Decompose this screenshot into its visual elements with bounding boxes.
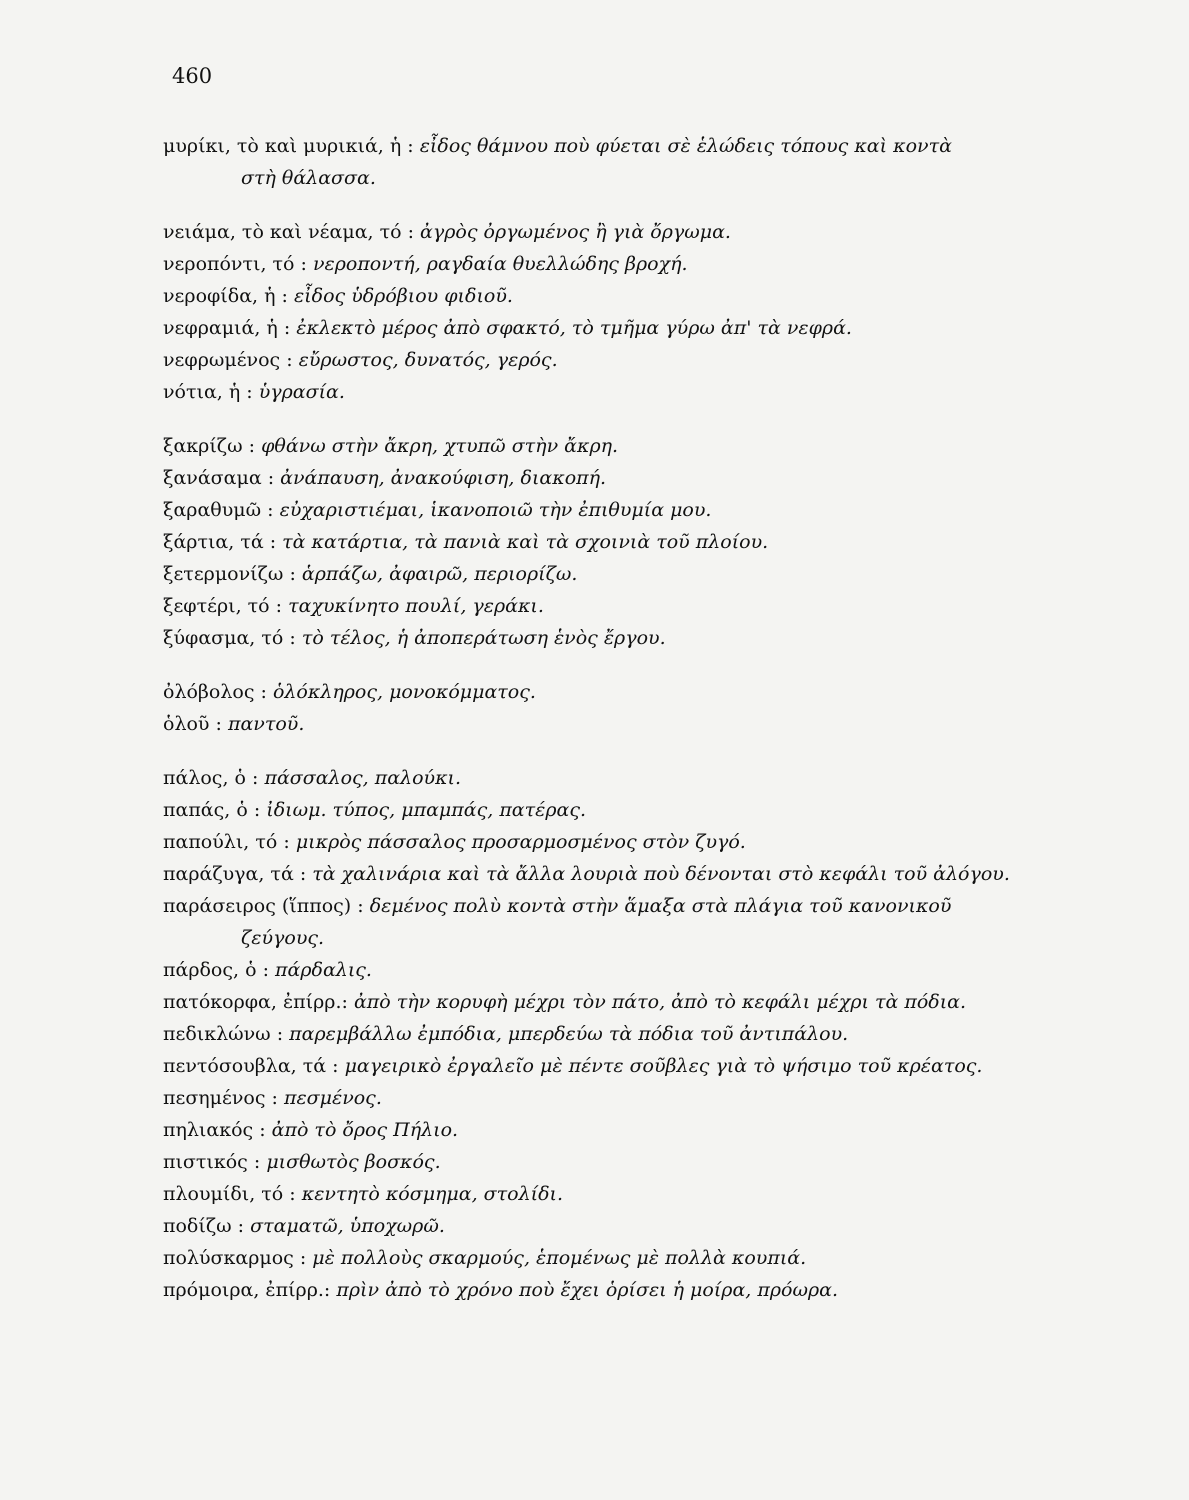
entry-term: παπούλι, τό : xyxy=(163,831,290,853)
glossary-entry xyxy=(163,1274,1123,1306)
entry-definition-continuation: στὴ θάλασσα. xyxy=(241,167,376,189)
glossary-entry xyxy=(163,590,1123,622)
entry-definition: μικρὸς πάσσαλος προσαρμοσμένος στὸν ζυγό. xyxy=(295,831,746,853)
glossary-entry xyxy=(163,376,1123,408)
glossary-entry xyxy=(163,890,1123,954)
entry-definition: δεμένος πολὺ κοντὰ στὴν ἅμαξα στὰ πλάγια τοῦ κανονικοῦ xyxy=(369,895,952,917)
entry-definition: τὰ χαλινάρια καὶ τὰ ἄλλα λουριὰ ποὺ δένονται στὸ κεφάλι τοῦ ἀλόγου. xyxy=(312,863,1010,885)
entry-term: νεφραμιά, ἡ : xyxy=(163,317,291,339)
glossary-entry xyxy=(163,826,1123,858)
entry-definition: ἀπὸ τὸ ὄρος Πήλιο. xyxy=(271,1119,459,1141)
entry-term: παράζυγα, τά : xyxy=(163,863,307,885)
entry-definition: ἀνάπαυση, ἀνακούφιση, διακοπή. xyxy=(280,467,607,489)
entry-term: πεντόσουβλα, τά : xyxy=(163,1055,339,1077)
glossary-entry xyxy=(163,494,1123,526)
group-separator xyxy=(163,194,1123,216)
entry-term: νεφρωμένος : xyxy=(163,349,293,371)
entry-term: νότια, ἡ : xyxy=(163,381,253,403)
glossary-entry xyxy=(163,1050,1123,1082)
entry-definition: μισθωτὸς βοσκός. xyxy=(266,1151,441,1173)
glossary-entry xyxy=(163,216,1123,248)
entry-term: ξάρτια, τά : xyxy=(163,531,277,553)
glossary-entry xyxy=(163,1210,1123,1242)
entry-term: πλουμίδι, τό : xyxy=(163,1183,296,1205)
entry-term: ὁλοῦ : xyxy=(163,713,222,735)
entry-term: ξακρίζω : xyxy=(163,435,256,457)
entry-definition-continuation: ζεύγους. xyxy=(241,927,325,949)
glossary-entry xyxy=(163,280,1123,312)
entry-definition: νεροποντή, ραγδαία θυελλώδης βροχή. xyxy=(312,253,688,275)
entry-term: πάλος, ὁ : xyxy=(163,767,259,789)
glossary-entry xyxy=(163,1018,1123,1050)
entry-term: νεροφίδα, ἡ : xyxy=(163,285,288,307)
glossary-entry xyxy=(163,344,1123,376)
entry-definition: φθάνω στὴν ἄκρη, χτυπῶ στὴν ἄκρη. xyxy=(261,435,619,457)
glossary-entry xyxy=(163,130,1123,194)
glossary-entry xyxy=(163,622,1123,654)
entry-term: μυρίκι, τὸ καὶ μυρικιά, ἡ : xyxy=(163,135,414,157)
entry-definition: μὲ πολλοὺς σκαρμούς, ἑπομένως μὲ πολλὰ κουπιά. xyxy=(312,1247,807,1269)
entry-definition: εἶδος θάμνου ποὺ φύεται σὲ ἑλώδεις τόπους καὶ κοντὰ xyxy=(419,135,952,157)
entry-term: πηλιακός : xyxy=(163,1119,266,1141)
entry-definition: σταματῶ, ὑποχωρῶ. xyxy=(250,1215,445,1237)
entry-definition: πρὶν ἀπὸ τὸ χρόνο ποὺ ἔχει ὁρίσει ἡ μοίρα, πρόωρα. xyxy=(336,1279,839,1301)
group-separator xyxy=(163,654,1123,676)
entry-definition: ταχυκίνητο πουλί, γεράκι. xyxy=(288,595,544,617)
glossary-entry xyxy=(163,1146,1123,1178)
entry-term: πιστικός : xyxy=(163,1151,261,1173)
entry-definition: ἐκλεκτὸ μέρος ἀπὸ σφακτό, τὸ τμῆμα γύρω ἀπ' τὰ νεφρά. xyxy=(296,317,852,339)
entry-definition: πάρδαλις. xyxy=(275,959,372,981)
entry-term: πεδικλώνω : xyxy=(163,1023,284,1045)
entry-term: ξύφασμα, τό : xyxy=(163,627,296,649)
entry-definition: κεντητὸ κόσμημα, στολίδι. xyxy=(301,1183,564,1205)
entry-term: ξετερμονίζω : xyxy=(163,563,296,585)
entry-definition: ὑγρασία. xyxy=(258,381,345,403)
glossary-entry xyxy=(163,526,1123,558)
glossary-entry xyxy=(163,954,1123,986)
entry-term: πάρδος, ὁ : xyxy=(163,959,269,981)
glossary-entry xyxy=(163,558,1123,590)
entry-term: παράσειρος (ἵππος) : xyxy=(163,895,364,917)
entry-term: νεροπόντι, τό : xyxy=(163,253,307,275)
glossary-entry xyxy=(163,312,1123,344)
entry-term: ξαραθυμῶ : xyxy=(163,499,274,521)
glossary-entry xyxy=(163,676,1123,708)
entry-definition: μαγειρικὸ ἐργαλεῖο μὲ πέντε σοῦβλες γιὰ τὸ ψήσιμο τοῦ κρέατος. xyxy=(344,1055,983,1077)
entry-term: πρόμοιρα, ἐπίρρ.: xyxy=(163,1279,331,1301)
glossary-entry xyxy=(163,1114,1123,1146)
entry-term: ποδίζω : xyxy=(163,1215,245,1237)
glossary-entry xyxy=(163,248,1123,280)
entry-definition: ἁρπάζω, ἀφαιρῶ, περιορίζω. xyxy=(301,563,578,585)
entry-definition: παντοῦ. xyxy=(227,713,305,735)
glossary-entry xyxy=(163,430,1123,462)
entry-definition: παρεμβάλλω ἐμπόδια, μπερδεύω τὰ πόδια τοῦ ἀντιπάλου. xyxy=(289,1023,849,1045)
glossary-entry xyxy=(163,986,1123,1018)
entry-definition: πάσσαλος, παλούκι. xyxy=(264,767,462,789)
glossary-entry xyxy=(163,708,1123,740)
entry-term: παπάς, ὁ : xyxy=(163,799,261,821)
entry-term: πατόκορφα, ἐπίρρ.: xyxy=(163,991,348,1013)
entry-definition: εὔρωστος, δυνατός, γερός. xyxy=(298,349,558,371)
glossary-entry xyxy=(163,794,1123,826)
group-separator xyxy=(163,408,1123,430)
entry-term: ὀλόβολος : xyxy=(163,681,267,703)
entry-definition: ἀπὸ τὴν κορυφὴ μέχρι τὸν πάτο, ἀπὸ τὸ κεφάλι μέχρι τὰ πόδια. xyxy=(353,991,967,1013)
glossary-entry xyxy=(163,462,1123,494)
entry-term: πεσημένος : xyxy=(163,1087,278,1109)
entry-term: ξανάσαμα : xyxy=(163,467,275,489)
entry-definition: πεσμένος. xyxy=(284,1087,382,1109)
glossary-entry xyxy=(163,858,1123,890)
page-number: 460 xyxy=(172,64,213,88)
glossary xyxy=(163,130,1123,1306)
entry-term: νειάμα, τὸ καὶ νέαμα, τό : xyxy=(163,221,414,243)
entry-definition: τὸ τέλος, ἡ ἀποπεράτωση ἑνὸς ἔργου. xyxy=(301,627,666,649)
entry-term: ξεφτέρι, τό : xyxy=(163,595,283,617)
glossary-entry xyxy=(163,1178,1123,1210)
entry-term: πολύσκαρμος : xyxy=(163,1247,307,1269)
glossary-entry xyxy=(163,1082,1123,1114)
glossary-entry xyxy=(163,762,1123,794)
entry-definition: τὰ κατάρτια, τὰ πανιὰ καὶ τὰ σχοινιὰ τοῦ πλοίου. xyxy=(282,531,769,553)
entry-definition: ἰδιωμ. τύπος, μπαμπάς, πατέρας. xyxy=(266,799,587,821)
entry-definition: εὐχαριστιέμαι, ἱκανοποιῶ τὴν ἐπιθυμία μου. xyxy=(279,499,712,521)
entry-definition: ὁλόκληρος, μονοκόμματος. xyxy=(272,681,536,703)
entry-definition: εἶδος ὑδρόβιου φιδιοῦ. xyxy=(293,285,513,307)
entry-definition: ἀγρὸς ὀργωμένος ἢ γιὰ ὄργωμα. xyxy=(420,221,731,243)
group-separator xyxy=(163,740,1123,762)
glossary-entry xyxy=(163,1242,1123,1274)
